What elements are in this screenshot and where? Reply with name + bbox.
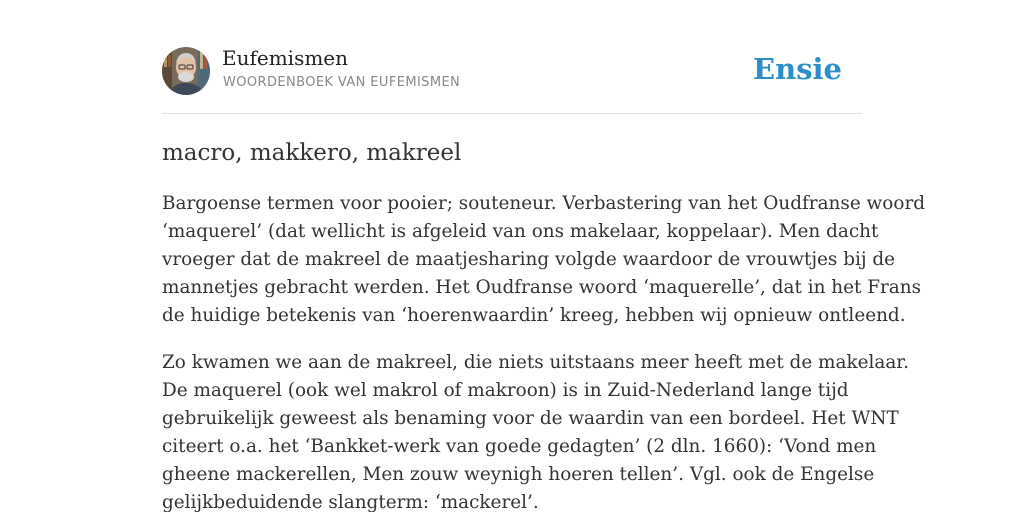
- text-line: Bargoense termen voor pooier; souteneur. Verbastering van het Oudfranse woord: [162, 193, 926, 214]
- site-header: [162, 46, 862, 96]
- entry-title: macro, makkero, makreel: [162, 140, 462, 166]
- text-line: gheene mackerellen, Men zouw weynigh hoeren tellen’. Vgl. ook de Engelse: [162, 464, 875, 485]
- entry-body: [162, 190, 926, 512]
- text-line: gebruikelijk geweest als benaming voor de waardin van een bordeel. Het WNT: [162, 408, 899, 429]
- text-line: gelijkbeduidende slangterm: ‘mackerel’.: [162, 492, 539, 512]
- paragraph-2: [162, 349, 909, 512]
- text-line: de huidige betekenis van ‘hoerenwaardin’ kreeg, hebben wij opnieuw ontleend.: [162, 305, 906, 326]
- text-line: De maquerel (ook wel makrol of makroon) is in Zuid-Nederland lange tijd: [162, 380, 849, 401]
- text-line: ‘maquerel’ (dat wellicht is afgeleid van ons makelaar, koppelaar). Men dacht: [162, 221, 879, 242]
- site-subtitle: WOORDENBOEK VAN EUFEMISMEN: [223, 75, 461, 90]
- brand-logo[interactable]: Ensie: [753, 52, 842, 86]
- text-line: mannetjes gebracht werden. Het Oudfranse woord ‘maquerelle’, dat in het Frans: [162, 277, 922, 298]
- text-line: vroeger dat de makreel de maatjesharing volgde waardoor de vrouwtjes bij de: [162, 249, 896, 270]
- text-line: Zo kwamen we aan de makreel, die niets uitstaans meer heeft met de makelaar.: [162, 352, 909, 373]
- site-title[interactable]: Eufemismen: [222, 46, 349, 70]
- paragraph-1: [162, 190, 926, 330]
- author-portrait-icon: [162, 47, 210, 95]
- avatar[interactable]: [162, 47, 210, 95]
- text-line: citeert o.a. het ‘Bankket-werk van goede gedagten’ (2 dln. 1660): ‘Vond men: [162, 436, 877, 457]
- header-divider: [162, 113, 862, 114]
